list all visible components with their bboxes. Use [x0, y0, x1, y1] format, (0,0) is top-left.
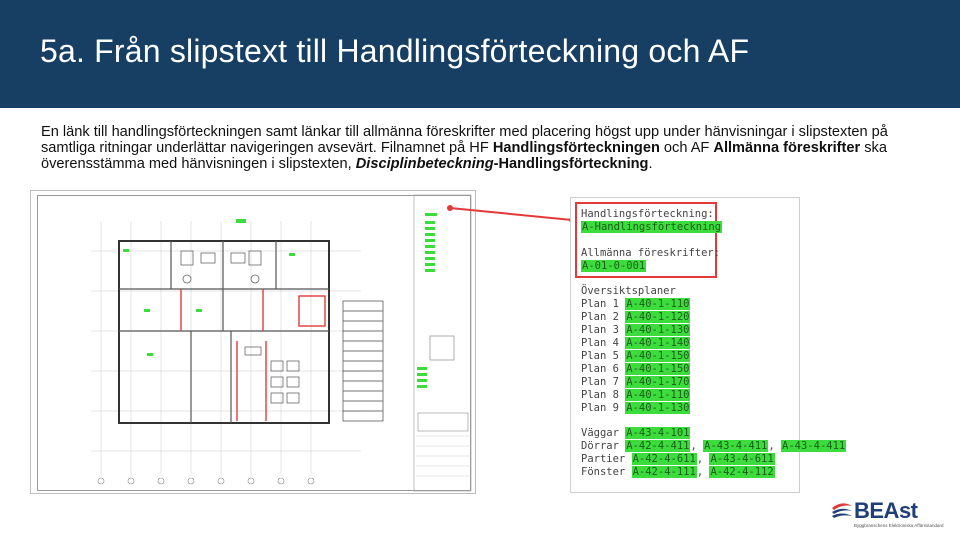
- intro-end: .: [648, 156, 653, 172]
- plan-label: Plan 3: [581, 324, 619, 336]
- intro-italic-discipline: Disciplinbeteckning: [355, 156, 494, 172]
- af-label: Allmänna föreskrifter:: [581, 247, 721, 259]
- plan-link[interactable]: A-40-1-110: [626, 389, 690, 401]
- plan-row: [581, 376, 690, 388]
- plan-row: [581, 337, 690, 349]
- detail-link[interactable]: A-42-4-411: [626, 440, 690, 452]
- slide-title: 5a. Från slipstext till Handlingsförteckning och AF: [40, 33, 750, 69]
- logo-tagline: Byggbranschens Elektroniska Affärsstandard: [854, 523, 944, 528]
- plan-link[interactable]: A-40-1-120: [626, 311, 690, 323]
- detail-row-walls: [581, 427, 690, 439]
- plan-link[interactable]: A-40-1-140: [626, 337, 690, 349]
- plan-row: [581, 389, 690, 401]
- detail-link[interactable]: A-43-4-411: [782, 440, 846, 452]
- plan-label: Plan 4: [581, 337, 619, 349]
- detail-label: Dörrar: [581, 440, 619, 452]
- logo-wordmark: BEAst: [854, 498, 918, 523]
- plan-label: Plan 1: [581, 298, 619, 310]
- detail-label: Väggar: [581, 427, 619, 439]
- beast-logo: [830, 498, 944, 532]
- intro-bold-hf: Handlingsförteckningen: [492, 140, 660, 156]
- plan-row: [581, 363, 690, 375]
- af-value: [581, 260, 646, 272]
- hf-value: [581, 221, 722, 233]
- plan-row: [581, 324, 690, 336]
- detail-row-partitions: Partier A-42-4-611, A-43-4-611: [581, 453, 774, 465]
- zoomed-slip-text-panel: [570, 197, 846, 493]
- hf-link[interactable]: A-Handlingsförteckning: [582, 221, 722, 233]
- detail-link[interactable]: A-42-4-611: [632, 453, 696, 465]
- detail-link[interactable]: A-42-4-112: [710, 466, 774, 478]
- plan-link[interactable]: A-40-1-150: [626, 363, 690, 375]
- intro-bold-af: Allmänna föreskrifter: [713, 140, 861, 156]
- detail-row-windows: Fönster A-42-4-111, A-42-4-112: [581, 466, 774, 478]
- overview-label: Översiktsplaner: [581, 285, 676, 297]
- plan-label: Plan 9: [581, 402, 619, 414]
- plan-label: Plan 2: [581, 311, 619, 323]
- intro-text-3: ska överensstämma med hänvisningen i slipstexten,: [41, 140, 887, 172]
- plan-row: [581, 311, 690, 323]
- plan-row: [581, 298, 690, 310]
- detail-row-doors: Dörrar A-42-4-411, A-43-4-411, A-43-4-411: [581, 440, 846, 452]
- hf-label: Handlingsförteckning:: [581, 208, 714, 220]
- plan-label: Plan 7: [581, 376, 619, 388]
- detail-link[interactable]: A-43-4-611: [710, 453, 774, 465]
- plan-link[interactable]: A-40-1-150: [626, 350, 690, 362]
- detail-link[interactable]: A-42-4-111: [632, 466, 696, 478]
- detail-label: Fönster: [581, 466, 626, 478]
- beast-logo-mark-icon: [830, 500, 854, 524]
- plan-row: [581, 350, 690, 362]
- intro-bold-suffix: -Handlingsförteckning: [493, 156, 649, 172]
- detail-label: Partier: [581, 453, 626, 465]
- plan-link[interactable]: A-40-1-170: [626, 376, 690, 388]
- plan-label: Plan 8: [581, 389, 619, 401]
- plan-link[interactable]: A-40-1-130: [626, 324, 690, 336]
- plan-label: Plan 5: [581, 350, 619, 362]
- intro-text-2: och AF: [659, 140, 714, 156]
- detail-link[interactable]: A-43-4-411: [704, 440, 768, 452]
- plan-row: [581, 402, 690, 414]
- plan-link[interactable]: A-40-1-130: [626, 402, 690, 414]
- intro-text-1: En länk till handlingsförteckningen samt länkar till allmänna föreskrifter med placering högst upp under hänvisningar i slipstexten på samtliga ritningar underlättar navigeringen avsevärt. Filnamnet på HF: [41, 124, 888, 156]
- detail-link[interactable]: A-43-4-101: [626, 427, 690, 439]
- af-link[interactable]: A-01-0-001: [582, 260, 646, 272]
- plan-link[interactable]: A-40-1-110: [626, 298, 690, 310]
- plan-label: Plan 6: [581, 363, 619, 375]
